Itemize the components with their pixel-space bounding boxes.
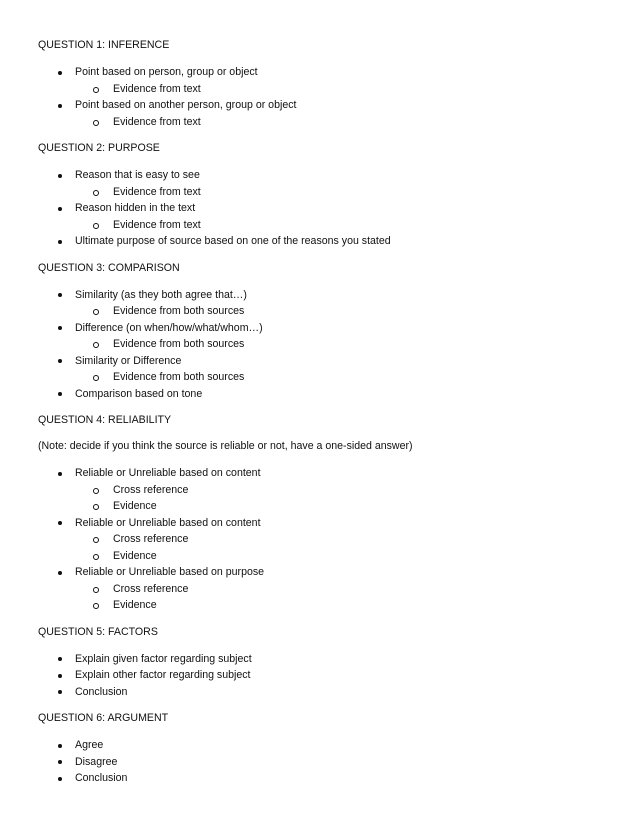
bullet-list: [38, 465, 598, 614]
hollow-bullet-icon: [93, 309, 99, 315]
question-section: [38, 413, 598, 614]
hollow-bullet-icon: [93, 537, 99, 543]
filled-bullet-icon: [58, 326, 62, 330]
question-section: [38, 141, 598, 250]
filled-bullet-icon: [58, 359, 62, 363]
question-heading: QUESTION 4: RELIABILITY: [38, 414, 172, 426]
list-item: [38, 564, 598, 614]
hollow-bullet-icon: [93, 190, 99, 196]
list-item: [38, 465, 598, 515]
list-item-text: Reason that is easy to see: [75, 169, 200, 181]
hollow-bullet-icon: [93, 488, 99, 494]
list-item-text: Ultimate purpose of source based on one of the reasons you stated: [75, 235, 391, 247]
list-item: [38, 667, 598, 684]
filled-bullet-icon: [58, 674, 62, 678]
sub-list-item-text: Evidence from text: [113, 82, 201, 95]
list-item-text: Reliable or Unreliable based on purpose: [75, 566, 265, 578]
list-item-text: Point based on another person, group or object: [75, 99, 297, 111]
filled-bullet-icon: [58, 71, 62, 75]
document-body: [38, 38, 598, 798]
hollow-bullet-icon: [93, 375, 99, 381]
sub-list: [75, 531, 598, 564]
sub-list-item: [75, 114, 598, 131]
sub-list: [75, 114, 598, 131]
list-item-text: Conclusion: [75, 772, 128, 784]
sub-list-item: [75, 482, 598, 499]
question-note: (Note: decide if you think the source is reliable or not, have a one-sided answer): [38, 440, 413, 452]
filled-bullet-icon: [58, 657, 62, 661]
filled-bullet-icon: [58, 777, 62, 781]
sub-list: [75, 303, 598, 320]
list-item-text: Similarity or Difference: [75, 354, 182, 367]
filled-bullet-icon: [58, 744, 62, 748]
sub-list-item-text: Cross reference: [113, 483, 189, 496]
sub-list-item: [75, 81, 598, 98]
bullet-list: [38, 651, 598, 701]
sub-list-item: [75, 303, 598, 320]
question-heading: QUESTION 1: INFERENCE: [38, 39, 170, 51]
sub-list-item-text: Evidence from text: [113, 115, 201, 128]
list-item: [38, 684, 598, 701]
sub-list: [75, 217, 598, 234]
list-item: [38, 651, 598, 668]
question-heading: QUESTION 3: COMPARISON: [38, 261, 180, 274]
list-item-text: Agree: [75, 739, 104, 751]
sub-list: [75, 581, 598, 614]
sub-list-item-text: Cross reference: [113, 582, 189, 595]
sub-list: [75, 81, 598, 98]
question-heading: QUESTION 6: ARGUMENT: [38, 712, 169, 724]
sub-list-item: [75, 531, 598, 548]
filled-bullet-icon: [58, 174, 62, 178]
sub-list-item: [75, 548, 598, 565]
sub-list-item-text: Evidence from text: [113, 185, 201, 198]
bullet-list: [38, 64, 598, 130]
filled-bullet-icon: [58, 521, 62, 525]
list-item: [38, 515, 598, 565]
hollow-bullet-icon: [93, 342, 99, 348]
list-item-text: Difference (on when/how/what/whom…): [75, 321, 263, 334]
list-item-text: Reason hidden in the text: [75, 202, 196, 214]
sub-list-item-text: Evidence from both sources: [113, 305, 245, 317]
sub-list: [75, 369, 598, 386]
filled-bullet-icon: [58, 392, 62, 396]
list-item: [38, 97, 598, 130]
filled-bullet-icon: [58, 760, 62, 764]
sub-list: [75, 336, 598, 353]
question-section: [38, 38, 598, 130]
bullet-list: [38, 167, 598, 250]
list-item: [38, 233, 598, 250]
list-item-text: Explain other factor regarding subject: [75, 669, 251, 681]
list-item: [38, 386, 598, 403]
filled-bullet-icon: [58, 690, 62, 694]
list-item-text: Similarity (as they both agree that…): [75, 288, 247, 301]
hollow-bullet-icon: [93, 223, 99, 229]
sub-list-item-text: Evidence from both sources: [113, 371, 245, 383]
list-item-text: Point based on person, group or object: [75, 66, 258, 78]
list-item-text: Reliable or Unreliable based on content: [75, 516, 261, 529]
list-item: [38, 167, 598, 200]
sub-list-item-text: Evidence from text: [113, 218, 201, 231]
list-item: [38, 200, 598, 233]
hollow-bullet-icon: [93, 504, 99, 510]
hollow-bullet-icon: [93, 120, 99, 126]
list-item-text: Explain given factor regarding subject: [75, 652, 252, 665]
question-heading: QUESTION 5: FACTORS: [38, 625, 158, 638]
list-item-text: Comparison based on tone: [75, 387, 203, 400]
sub-list-item-text: Evidence: [113, 549, 157, 562]
filled-bullet-icon: [58, 293, 62, 297]
question-section: [38, 261, 598, 403]
sub-list: [75, 482, 598, 515]
hollow-bullet-icon: [93, 554, 99, 560]
bullet-list: [38, 737, 598, 787]
list-item: [38, 754, 598, 771]
sub-list-item: [75, 581, 598, 598]
list-item: [38, 287, 598, 320]
list-item: [38, 737, 598, 754]
sub-list-item: [75, 217, 598, 234]
filled-bullet-icon: [58, 571, 62, 575]
filled-bullet-icon: [58, 240, 62, 244]
filled-bullet-icon: [58, 207, 62, 211]
question-section: [38, 625, 598, 701]
sub-list-item: [75, 184, 598, 201]
list-item-text: Disagree: [75, 755, 118, 768]
list-item: [38, 770, 598, 787]
list-item: [38, 320, 598, 353]
sub-list-item-text: Evidence: [113, 500, 157, 512]
sub-list-item-text: Evidence from both sources: [113, 338, 245, 350]
sub-list-item-text: Evidence: [113, 599, 157, 611]
sub-list-item: [75, 597, 598, 614]
sub-list: [75, 184, 598, 201]
sub-list-item: [75, 369, 598, 386]
list-item-text: Conclusion: [75, 685, 128, 698]
question-heading: QUESTION 2: PURPOSE: [38, 142, 160, 154]
sub-list-item: [75, 498, 598, 515]
bullet-list: [38, 287, 598, 403]
question-section: [38, 711, 598, 787]
sub-list-item: [75, 336, 598, 353]
sub-list-item-text: Cross reference: [113, 533, 189, 545]
list-item-text: Reliable or Unreliable based on content: [75, 467, 261, 479]
hollow-bullet-icon: [93, 603, 99, 609]
filled-bullet-icon: [58, 104, 62, 108]
list-item: [38, 64, 598, 97]
hollow-bullet-icon: [93, 587, 99, 593]
list-item: [38, 353, 598, 386]
filled-bullet-icon: [58, 472, 62, 476]
hollow-bullet-icon: [93, 87, 99, 93]
